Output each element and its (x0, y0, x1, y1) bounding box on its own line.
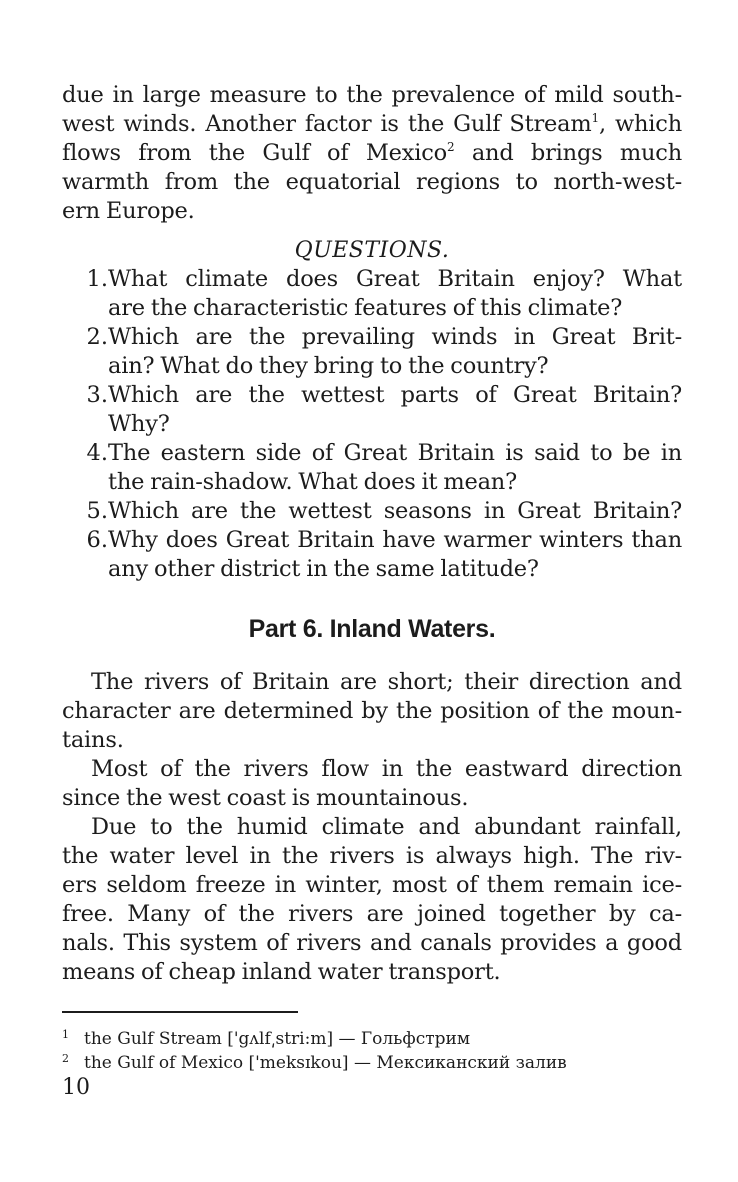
paragraph-line: since the west coast is mountainous. (62, 785, 469, 811)
intro-line: due in large measure to the prevalence of mild south- (62, 82, 682, 108)
question-line: Which are the wettest parts of Great Britain? (108, 382, 682, 408)
question-number: 4. (86, 440, 108, 466)
footnote-divider (62, 1011, 298, 1013)
paragraph-line: Due to the humid climate and abundant rainfall, (91, 814, 682, 840)
intro-paragraph (62, 81, 682, 226)
question-item (62, 265, 682, 323)
question-line: What climate does Great Britain enjoy? What (108, 266, 682, 292)
paragraph (62, 668, 682, 755)
paragraph-line: Most of the rivers flow in the eastward direction (91, 756, 682, 782)
question-line: Why? (108, 411, 170, 437)
footnote-ref: 1 (591, 111, 599, 125)
footnote-text: the Gulf Stream ['gʌlf͵stri:m] — Гольфстрим (84, 1029, 471, 1049)
footnote (62, 1023, 682, 1047)
paragraph-line: ers seldom freeze in winter, most of them remain ice- (62, 872, 682, 898)
questions-title: QUESTIONS. (294, 238, 450, 263)
page-number: 10 (62, 1075, 90, 1100)
footnote-ref: 2 (447, 140, 455, 154)
question-number: 1. (86, 266, 108, 292)
question-number: 3. (86, 382, 108, 408)
question-number: 5. (86, 498, 108, 524)
intro-line: flows from the Gulf of Mexico$^2$ and brings much (62, 140, 682, 166)
question-line: any other district in the same latitude? (108, 556, 539, 582)
paragraph-line: means of cheap inland water transport. (62, 959, 501, 985)
question-line: Why does Great Britain have warmer winters than (108, 527, 682, 553)
question-line: ain? What do they bring to the country? (108, 353, 549, 379)
question-item (62, 381, 682, 439)
question-number: 2. (86, 324, 108, 350)
footnote-mark: 2 (62, 1052, 69, 1065)
questions-list (62, 265, 682, 584)
question-item (62, 497, 682, 526)
footnotes (62, 1023, 682, 1071)
paragraph (62, 813, 682, 987)
page-content (62, 81, 682, 1071)
question-line: Which are the wettest seasons in Great Britain? (108, 498, 682, 524)
question-line: are the characteristic features of this climate? (108, 295, 623, 321)
question-item (62, 323, 682, 381)
intro-line: west winds. Another factor is the Gulf Stream$^1$, which (62, 111, 682, 137)
question-line: the rain-shadow. What does it mean? (108, 469, 517, 495)
question-line: The eastern side of Great Britain is said to be in (108, 440, 682, 466)
question-line: Which are the prevailing winds in Great Brit- (108, 324, 682, 350)
intro-line: ern Europe. (62, 198, 195, 224)
footnote-text: the Gulf of Mexico ['meksɪkou] — Мексиканский залив (84, 1053, 567, 1073)
section-heading: Part 6. Inland Waters. (248, 615, 496, 643)
paragraph-line: free. Many of the rivers are joined together by ca- (62, 901, 682, 927)
footnote-mark: 1 (62, 1028, 69, 1041)
paragraph (62, 755, 682, 813)
question-item (62, 526, 682, 584)
question-item (62, 439, 682, 497)
paragraph-line: tains. (62, 727, 124, 753)
paragraph-line: nals. This system of rivers and canals provides a good (62, 930, 682, 956)
question-number: 6. (86, 527, 108, 553)
footnote (62, 1047, 682, 1071)
paragraph-line: character are determined by the position of the moun- (62, 698, 682, 724)
paragraph-line: The rivers of Britain are short; their direction and (91, 669, 682, 695)
intro-line: warmth from the equatorial regions to north-west- (62, 169, 682, 195)
paragraph-line: the water level in the rivers is always high. The riv- (62, 843, 682, 869)
